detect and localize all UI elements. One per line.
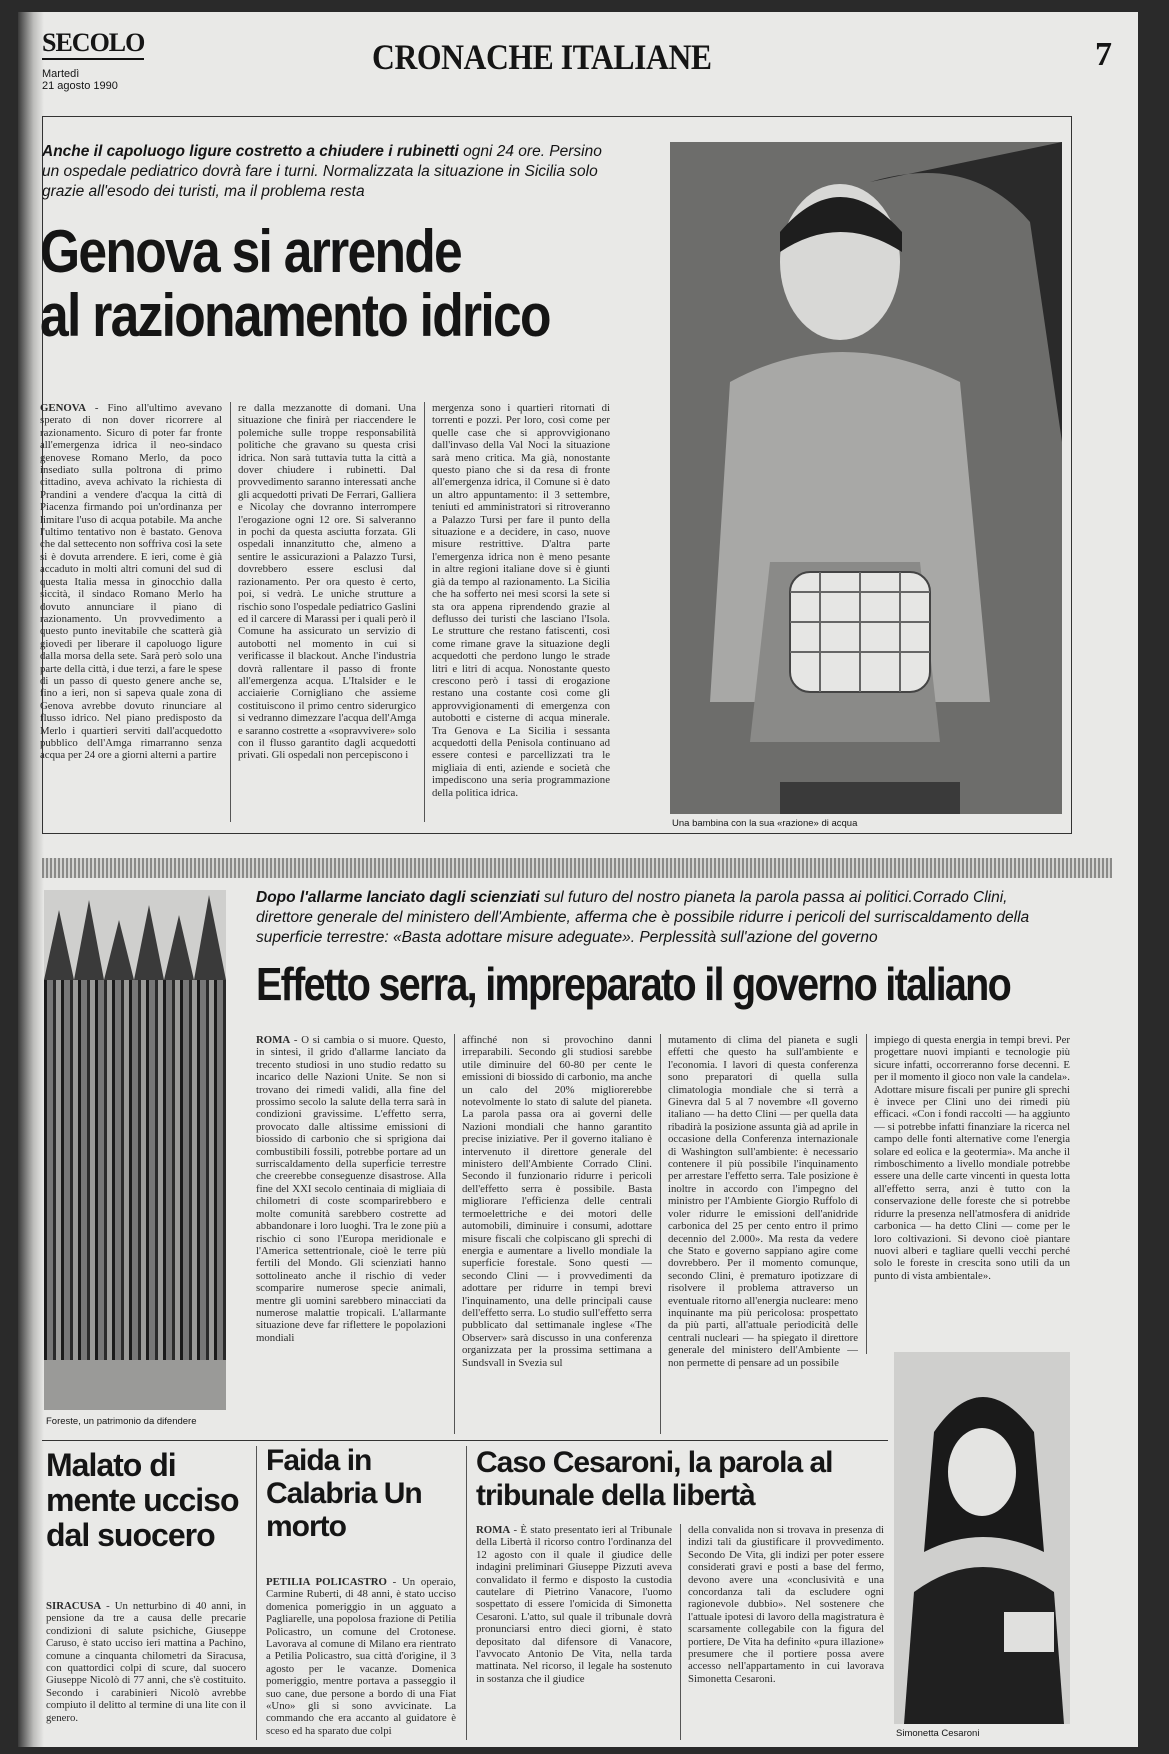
genova-headline-line2: al razionamento idrico	[40, 281, 550, 349]
genova-dateline: GENOVA	[40, 402, 86, 414]
cesaroni-column-1	[476, 1524, 672, 1740]
cesaroni-col1-text: - È stato presentato ieri al Tribunale della Libertà il ricorso contro l'ordinanza del 12 agosto con il quale il giudice delle indagini preliminari Giuseppe Pizzuti aveva convalidato il fermo e disposto la custodia cautelare di Pietrino Vanacore, l'uomo sospettato di essere l'omicida di Simonetta Cesaroni. L'atto, sul quale il tribunale dovrà pronunciarsi entro dieci giorni, è stato depositato dal difensore di Vanacore, l'avvocato Antonio De Vita, nella tarda mattinata. Nel ricorso, il legale ha sostenuto in sostanza che il giudice	[476, 1524, 672, 1685]
serra-column-4	[874, 1034, 1070, 1344]
serra-column-3	[668, 1034, 858, 1434]
serra-column-2	[462, 1034, 652, 1434]
column-rule	[424, 402, 425, 822]
issue-date-full: 21 agosto 1990	[42, 80, 118, 92]
malato-dateline: SIRACUSA	[46, 1600, 102, 1612]
girl-with-water-jug-photo	[670, 142, 1062, 814]
issue-day: Martedì	[42, 68, 80, 80]
girl-photo-caption: Una bambina con la sua «razione» di acqua	[672, 818, 858, 829]
serra-kicker	[256, 888, 1066, 948]
faida-body: - Un operaio, Carmine Ruberti, di 48 anni, è stato ucciso domenica pomeriggio in un agguato a Pagliarelle, una popolosa frazione di Petilia Policastro, un comune del Crotonese. Lavorava al comune di Milano era rientrato a Petilia Policastro, sua città d'origine, il 3 agosto per le vacanze. Domenica pomeriggio, mentre portava a passeggio il suo cane, due persone a bordo di una Fiat «Uno» gli si sono avvicinate. La commando che era accanto al guidatore è sceso ed ha sparato due colpi	[266, 1576, 456, 1737]
genova-col3-text: mergenza sono i quartieri ritornati di torrenti e pozzi. Per loro, così come per quelle case che si approvvigionano dall'invaso della Val Noci la situazione sarà meno critica. Ma già, nonostante questo piano che si da resa di fronte all'emergenza idrica, il Comune si è dato un altro appuntamento: il 3 settembre, teniuti ed amministratori si ritroveranno a Palazzo Tursi per fare il punto della situazione e a decidere, in caso, nuove misure restrittive. D'altra parte l'emergenza idrica non è meno pesante in altre regioni italiane dove si è giunti già da tempo al razionamento. La Sicilia che ha sofferto nei mesi scorsi la sete si sta ora appena riprendendo grazie al deflusso dei turisti che lasciano l'Isola. Le strutture che restano fatiscenti, così come rimane grave la situazione degli acquedotti che perdono lungo le strade litri e litri di acqua. Nonostante questo crescono però i tassi di erogazione restano una costante così come gli approvvigionamenti di emergenza con autobotti e cisterne di acqua minerale. Tra Genova e La Sicilia i sessanta acquedotti della Penisola continuano ad essere contesi e parcellizzati tra le migliaia di enti, aziende e società che impediscono una seria programmazione della politica idrica.	[432, 402, 610, 799]
simonetta-cesaroni-photo	[894, 1352, 1070, 1724]
cesaroni-headline: Caso Cesaroni, la parola al tribunale della libertà	[476, 1446, 833, 1512]
faida-dateline: PETILIA POLICASTRO	[266, 1576, 387, 1588]
cesaroni-col2-text: della convalida non si trovava in presenza di indizi tali da giustificare il provvedimento. Secondo De Vita, gli indizi per poter essere considerati gravi e posti a base del fermo, devono avere una «conclusività e una concordanza tali da escludere ogni ragionevole dubbio». Nel sostenere che l'attuale ipotesi di lavoro della magistratura è scarsamente collegabile con la figura del portiere, De Vita ha definito «pura illazione» presumere che il portiere possa avere accesso nell'appartamento in cui lavorava Simonetta Cesaroni.	[688, 1524, 884, 1685]
serra-kicker-bold: Dopo l'allarme lanciato dagli scienziati	[256, 889, 540, 906]
malato-column	[46, 1600, 246, 1740]
serra-column-1	[256, 1034, 446, 1434]
issue-date	[42, 68, 118, 92]
genova-kicker	[42, 142, 602, 202]
serra-dateline: ROMA	[256, 1034, 291, 1046]
column-rule	[680, 1524, 681, 1740]
forest-illustration	[44, 890, 226, 1410]
serra-col3-text: mutamento di clima del pianeta e sugli effetti che questo ha sull'ambiente e l'economia. I lavori di questa conferenza sono preparatori di quella sulla climatologia mondiale che si terrà a Ginevra dal 5 al 7 novembre «Il governo italiano — ha detto Clini — per quella data ribadirà la posizione assunta già ad aprile in occasione della Conferenza internazionale di Washington sull'ambiente: è necessario contenere il più possibile l'inquinamento per arrestare l'effetto serra. Tale posizione è inoltre in accordo con l'impegno del ministro per l'Ambiente Giorgio Ruffolo di voler ridurre le emissioni dell'anidride carbonica del 25 per cento entro il primo decennio del 2.000». Ma resta da vedere che Stato e governo sappiano agire come dovrebbero. Per il momento comunque, secondo Clini, è prematuro ipotizzare di risolvere il problema attraverso un eventuale ritorno all'energia nucleare: meno inquinante ma più pericolosa: prospettato da più parti, all'attuale periodicità delle centrali nucleari — ha spiegato il direttore generale del ministero dell'Ambiente — non permette di pensare ad un possibile	[668, 1034, 858, 1369]
serra-kicker-rest: sul futuro del nostro pianeta la parola passa ai politici.Corrado Clini, direttore generale del ministero dell'Ambiente, afferma che è possibile ridurre i pericoli del surriscaldamento della superficie terrestre: «Basta adottare misure adeguate». Perplessità sull'azione del governo	[256, 889, 1030, 946]
cesaroni-column-2	[688, 1524, 884, 1740]
genova-headline-line1: Genova si arrende	[40, 218, 462, 285]
cesaroni-photo-caption: Simonetta Cesaroni	[896, 1728, 980, 1739]
masthead	[42, 28, 1112, 98]
genova-column-1	[40, 402, 222, 822]
column-rule	[866, 1034, 867, 1354]
serra-col2-text: affinché non si provochino danni irreparabili. Secondo gli studiosi sarebbe utile diminuire del 60-80 per cente le emissioni di biossido di carbonio, ma anche un calo del 20% migliorerebbe notevolmente lo stato di salute del pianeta. La parola passa ora ai governi delle Nazioni mondiali che hanno garantito precise iniziative. Per il governo italiano è intervenuto il direttore generale del ministero dell'Ambiente Corrado Clini. Secondo il funzionario ridurre i pericoli dell'effetto serra è possibile. Basta migliorare l'efficienza delle centrali termoelettriche e dei motori delle automobili, diminuire i consumi, adottare misure fiscali che colpiscano gli sprechi di energia e aumentare a livello mondiale la superficie forestale. Sono questi — secondo Clini — i provvedimenti da adottare per ridurre in tempi brevi l'inquinamento, una delle principali cause dell'effetto serra. Lo studio sull'effetto serra pubblicato dal settimanale inglese «The Observer» sarà discusso in una conferenza organizzata per la prossima settimana a Sundsvall in Svezia sul	[462, 1034, 652, 1369]
column-rule	[454, 1034, 455, 1434]
forest-photo	[44, 890, 226, 1410]
bottom-section-rule	[42, 1440, 888, 1441]
serra-col1-text: - O si cambia o si muore. Questo, in sintesi, il grido d'allarme lanciato da trecento studiosi in uno studio redatto su incarico delle Nazioni Unite. Se non si trovano dei rimedi validi, alla fine del prossimo secolo la salute della terra sarà in condizioni gravissime. L'effetto serra, provocato dalle altissime emissioni di biossido di carbonio che si sprigiona dai combustibili fossili, potrebbe portare ad un surriscaldamento della superficie terrestre che creerebbe conseguenze disastrose. Alla fine del XXI secolo centinaia di migliaia di chilometri di coste scomparirebbero e molte comunità sarebbero costrette ad abbandonare i loro luoghi. Tra le zone più a rischio ci sono l'Europa meridionale e l'America settentrionale, cioè le terre più fertili del Mondo. Gli scienziati hanno sottolineato anche il rischio di veder scomparire numerose specie animali, mentre gli uomini sarebbero minacciati da numerose malattie tropicali. L'allarmante situazione deve far riflettere le popolazioni mondiali	[256, 1034, 446, 1344]
section-title: CRONACHE ITALIANE	[372, 37, 712, 77]
column-rule	[230, 402, 231, 822]
malato-body: - Un netturbino di 40 anni, in pensione da tre a causa delle precarie condizioni di salute psichiche, Giuseppe Caruso, è stato ucciso ieri mattina a Pachino, comune a cinquanta chilometri da Siracusa, con quattordici colpi di scure, dal suocero Giuseppe Nicolò di 77 anni, che s'è costituito. Secondo i carabinieri Nicolò avrebbe compiuto il delitto al termine di una lite con il genero.	[46, 1600, 246, 1724]
serra-headline: Effetto serra, impreparato il governo italiano	[256, 958, 1011, 1010]
malato-headline: Malato di mente ucciso dal suocero	[46, 1447, 239, 1554]
serra-col4-text: impiego di questa energia in tempi brevi. Per progettare nuovi impianti e tecnologie più sicure infatti, occorreranno forse decenni. E per il momento il gioco non vale la candela». Adottare misure fiscali per punire gli sprechi è invece per Clini uno dei rimedi più efficaci. «Con i fondi raccolti — ha aggiunto — si potrebbe infatti finanziare la ricerca nel campo delle fonti alternative come l'energia solare ed eolica e la geotermia». Ma anche il rimboschimento a livello mondiale potrebbe essere una delle carte vincenti in questa lotta all'effetto serra, anzi è tutto con la conservazione delle foreste che si potrebbe ridurre la presenza nell'atmosfera di anidride carbonica — ha detto Clini — come per le loro coltivazioni. Si devono cioè piantare nuovi alberi e tagliare quelli vecchi perché solo le foreste in crescita sono utili da un punto di vista ambientale».	[874, 1034, 1070, 1282]
column-rule	[256, 1446, 257, 1740]
newspaper-logo: SECOLO	[42, 28, 144, 60]
faida-column	[266, 1576, 456, 1740]
column-rule	[466, 1446, 467, 1740]
forest-photo-caption: Foreste, un patrimonio da difendere	[46, 1416, 197, 1427]
genova-kicker-bold: Anche il capoluogo ligure costretto a chiudere i rubinetti	[42, 143, 459, 160]
genova-headline	[40, 220, 550, 347]
separator-band	[42, 858, 1112, 878]
genova-kicker-rest: ogni 24 ore. Persino un ospedale pediatrico dovrà fare i turni. Normalizzata la situazione in Sicilia solo grazie all'esodo dei turisti, ma il problema resta	[42, 143, 602, 200]
faida-headline: Faida in Calabria Un morto	[266, 1444, 422, 1543]
genova-column-2	[238, 402, 416, 822]
column-rule	[660, 1034, 661, 1434]
page-number: 7	[1095, 36, 1112, 73]
genova-column-3	[432, 402, 610, 822]
cesaroni-dateline: ROMA	[476, 1524, 511, 1536]
portrait-illustration	[894, 1352, 1070, 1724]
genova-col1-text: - Fino all'ultimo avevano sperato di non dover ricorrere al razionamento. Sicuro di poter far fronte all'emergenza idrica il neo-sindaco genovese Romano Merlo, da poco insediato sulla poltrona di primo cittadino, aveva achivato la richiesta di Prandini a vendere d'acqua la città di Piacenza firmando poi un'ordinanza per limitare l'uso di acqua potabile. Ma anche l'ultimo tentativo non è bastato. Genova che dal settecento non soffriva così la sete si è dovuta arrendere. E ieri, come è già accaduto in molti altri comuni del sud di questa Italia messa in ginocchio dalla siccità, il sindaco Romano Merlo ha dovuto annunciare il piano di razionamento. Un provvedimento a questo punto inevitabile che scatterà già giovedì per liberare il capoluogo ligure dalla morsa della sete. Sarà però solo una parte della città, i due terzi, a fare le spese di un passo di questo genere anche se, fino a ieri, non si sapeva quale zona di Genova avrebbe dovuto rinunciare al flusso idrico. Nel piano predisposto da Merlo i quartieri serviti dall'acquedotto pubblico dell'Amga rimarranno senza acqua per 24 ore a giorni alterni a partire	[40, 402, 222, 762]
photo-illustration	[670, 142, 1062, 814]
newspaper-page	[18, 12, 1138, 1747]
genova-col2-text: re dalla mezzanotte di domani. Una situazione che finirà per riaccendere le polemiche sulle troppe responsabilità politiche che gravano su questa crisi idrica. Non sarà tuttavia tutta la città a dover chiudere i rubinetti. Dal provvedimento saranno interessati anche gli acquedotti privati De Ferrari, Galliera e Nicolay che dovranno interrompere l'erogazione ogni 12 ore. Si salveranno in pochi da questa asciutta forzata. Gli ospedali innanzitutto che, almeno a sentire le assicurazioni a Palazzo Tursi, dovrebbero essere esclusi dal razionamento. Per ora questo è certo, poi, si vedrà. Le uniche strutture a rischio sono l'ospedale pediatrico Gaslini ed il carcere di Marassi per i quali però il Comune ha assicurato un servizio di autobotti nel momento in cui si verificasse il blackout. Anche l'industria dovrà rallentare il passo di fronte all'emergenza acqua. L'Italsider e le acciaierie Cornigliano che assieme costituiscono il primo centro siderurgico si vedranno dimezzare l'acqua dell'Amga e saranno costrette a «sopravvivere» solo con il flusso garantito dagli acquedotti privati. Gli ospedali non percepiscono i	[238, 402, 416, 762]
